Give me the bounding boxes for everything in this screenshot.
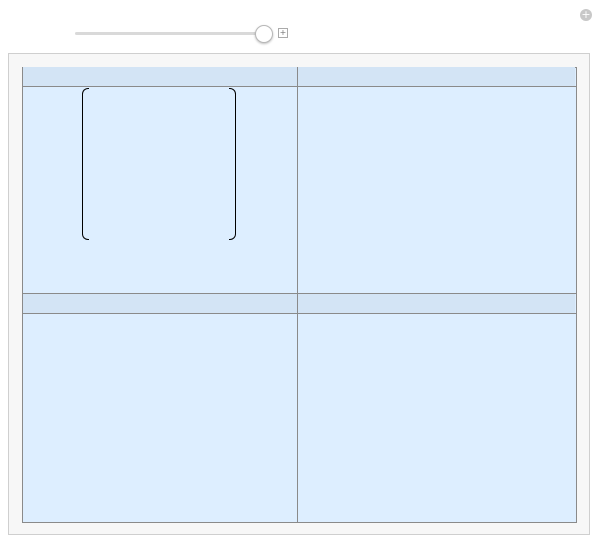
slider-expand-icon[interactable]: + xyxy=(279,28,287,37)
tridiagonal-header xyxy=(23,67,297,86)
grid-divider-header-2 xyxy=(22,313,576,314)
grid-divider-header-1 xyxy=(22,86,576,87)
size-slider-thumb[interactable] xyxy=(255,25,273,43)
size-slider-track[interactable] xyxy=(75,32,270,35)
plus-icon[interactable]: + xyxy=(581,8,591,21)
matrix-right-bracket xyxy=(229,88,236,240)
char-eq-header xyxy=(298,67,575,86)
eigen-header xyxy=(298,294,575,313)
eigenvalue-plot xyxy=(312,315,542,520)
matrix-left-bracket xyxy=(82,88,89,240)
continued-fraction xyxy=(30,340,260,480)
cont-frac-header xyxy=(23,294,297,313)
tridiagonal-matrix xyxy=(82,88,236,244)
